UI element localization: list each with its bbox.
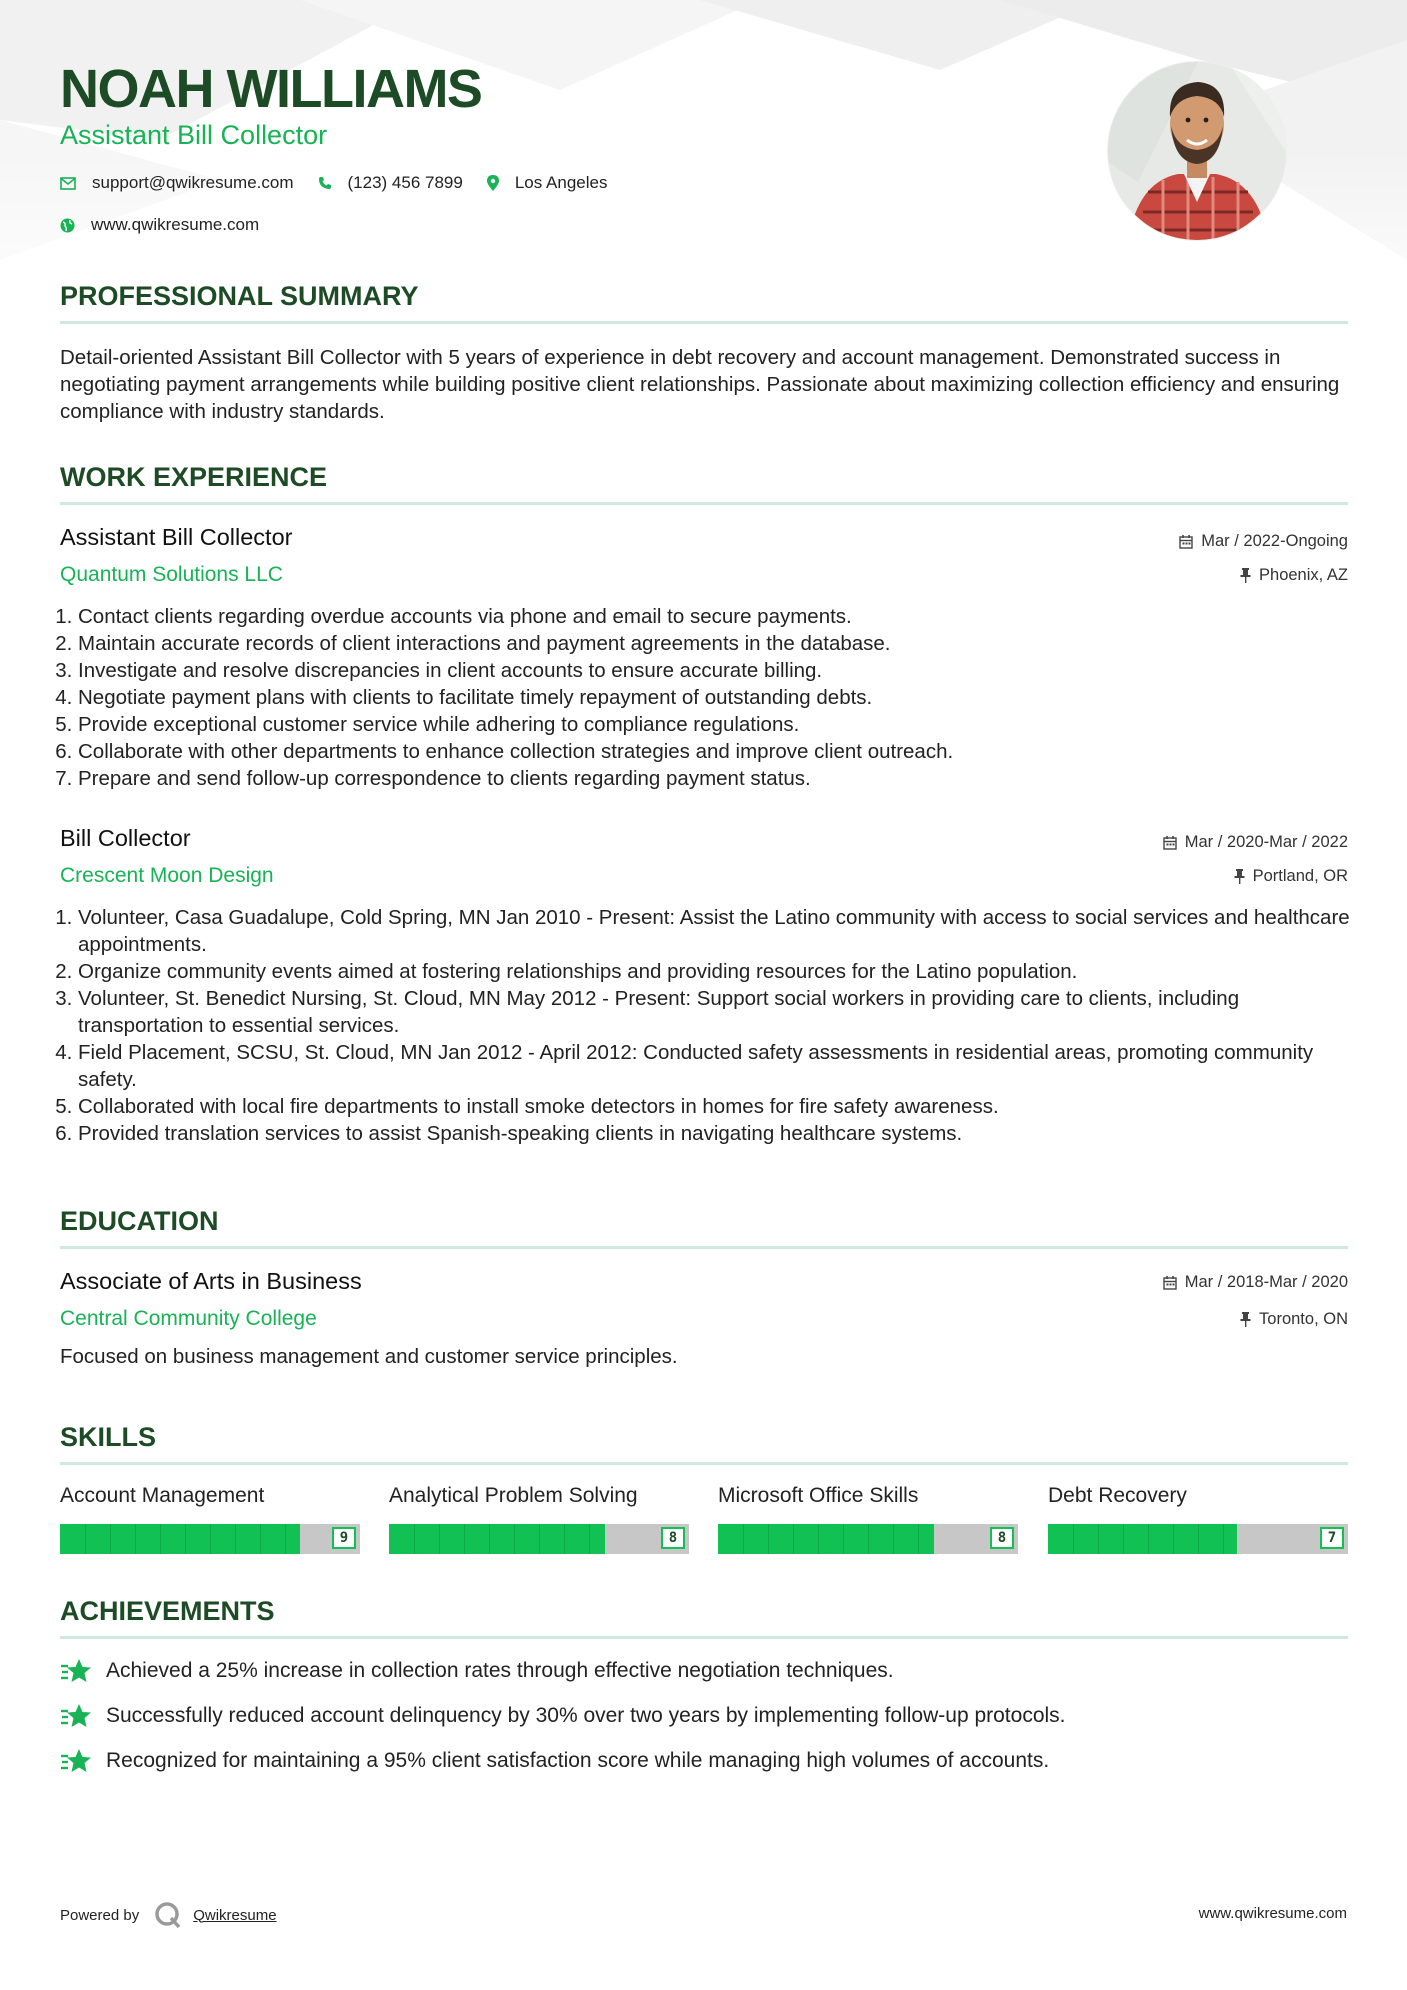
skill-item (60, 1484, 360, 1554)
calendar-icon (1163, 1275, 1177, 1290)
achievements-heading: ACHIEVEMENTS (60, 1596, 275, 1626)
skill-bar-segment (743, 1524, 744, 1554)
pushpin-icon (1240, 568, 1251, 583)
bullet-item: 5. Provide exceptional customer service while adhering to compliance regulations. (78, 711, 1366, 738)
skill-bar-segment (1173, 1524, 1174, 1554)
skill-bar (1048, 1524, 1348, 1554)
skill-bar-segment (539, 1524, 540, 1554)
map-pin-icon (487, 175, 499, 191)
bullet-item: 1. Contact clients regarding overdue accounts via phone and email to secure payments. (78, 603, 1366, 630)
summary-heading: PROFESSIONAL SUMMARY (60, 281, 419, 311)
skill-bar-segment (210, 1524, 211, 1554)
bullet-item: 7. Prepare and send follow-up correspondence to clients regarding payment status. (78, 765, 1366, 792)
website-item[interactable] (60, 215, 259, 235)
experience-heading: WORK EXPERIENCE (60, 462, 328, 492)
bullet-item: 2. Maintain accurate records of client interactions and payment agreements in the database. (78, 630, 1366, 657)
skill-bar-fill (60, 1524, 300, 1554)
skill-bar-segment (135, 1524, 136, 1554)
skill-bar-segment (414, 1524, 415, 1554)
achievements-divider (60, 1636, 1348, 1639)
skill-item (389, 1484, 689, 1554)
skill-name: Microsoft Office Skills (718, 1484, 919, 1507)
profile-person-illustration (1108, 62, 1286, 240)
job-2-location (1234, 867, 1348, 886)
skills-divider (60, 1462, 1348, 1465)
job-2-dates (1163, 833, 1348, 852)
skill-bar-segment (185, 1524, 186, 1554)
achievement-item (60, 1703, 1066, 1729)
bullet-item: 6. Provided translation services to assist Spanish-speaking clients in navigating healthcare systems. (78, 1120, 1366, 1147)
education-dates-text: Mar / 2018-Mar / 2020 (1184, 1273, 1348, 1291)
skill-bar-segment (1198, 1524, 1199, 1554)
skill-bar-segment (235, 1524, 236, 1554)
experience-divider (60, 502, 1348, 505)
star-badge-icon (60, 1658, 92, 1684)
skill-bar-segment (464, 1524, 465, 1554)
summary-text: Detail-oriented Assistant Bill Collector with 5 years of experience in debt recovery and account management. Demonstrated success in negotiating payment arrangements while building positive client relationships. Passionate about maximizing collection efficiency and ensuring compliance with industry standards. (60, 346, 1340, 423)
bullet-item: 4. Field Placement, SCSU, St. Cloud, MN Jan 2012 - April 2012: Conducted safety assessments in residential areas, promoting community safety. (78, 1039, 1366, 1093)
skill-item (718, 1484, 1018, 1554)
job-1-dates-text: Mar / 2022-Ongoing (1201, 532, 1348, 550)
qwikresume-link[interactable]: Qwikresume (193, 1906, 277, 1924)
achievement-item (60, 1748, 1049, 1774)
job-1-title: Assistant Bill Collector (60, 524, 293, 550)
achievement-item (60, 1658, 894, 1684)
powered-by-label: Powered by (60, 1906, 140, 1924)
skill-bar-segment (1148, 1524, 1149, 1554)
skill-bar-fill (718, 1524, 934, 1554)
bullet-item: 2. Organize community events aimed at fostering relationships and providing resources for the Latino population. (78, 958, 1366, 985)
star-badge-icon (60, 1748, 92, 1774)
skill-level-badge: 9 (332, 1527, 356, 1549)
skill-bar-segment (1123, 1524, 1124, 1554)
education-divider (60, 1246, 1348, 1249)
skill-bar (389, 1524, 689, 1554)
education-school: Central Community College (60, 1307, 317, 1330)
location-text: Los Angeles (514, 173, 608, 192)
pushpin-icon (1240, 1312, 1251, 1327)
skill-bar-segment (843, 1524, 844, 1554)
contact-row-primary (60, 173, 631, 193)
email-item[interactable] (60, 173, 294, 193)
qwikresume-logo-icon (153, 1900, 183, 1930)
calendar-icon (1163, 835, 1177, 850)
skill-level-badge: 8 (990, 1527, 1014, 1549)
skill-bar-fill (1048, 1524, 1237, 1554)
job-1-bullets (60, 603, 1366, 792)
skill-bar-segment (85, 1524, 86, 1554)
skill-bar-segment (260, 1524, 261, 1554)
skill-level-badge: 8 (661, 1527, 685, 1549)
footer-website[interactable]: www.qwikresume.com (1198, 1905, 1347, 1922)
candidate-role: Assistant Bill Collector (60, 120, 328, 150)
bullet-item: 4. Negotiate payment plans with clients to facilitate timely repayment of outstanding debts. (78, 684, 1366, 711)
education-heading: EDUCATION (60, 1206, 219, 1236)
contact-row-secondary (60, 215, 283, 235)
skill-bar-fill (389, 1524, 605, 1554)
skill-bar-segment (439, 1524, 440, 1554)
location-item (487, 173, 608, 193)
footer-powered-by (60, 1900, 277, 1930)
skill-bar-segment (818, 1524, 819, 1554)
pushpin-icon (1234, 869, 1245, 884)
job-1-location (1240, 566, 1348, 585)
candidate-name: NOAH WILLIAMS (60, 59, 482, 119)
star-badge-icon (60, 1703, 92, 1729)
achievement-text: Successfully reduced account delinquency by 30% over two years by implementing follow-up protocols. (106, 1704, 1066, 1727)
skills-heading: SKILLS (60, 1422, 157, 1452)
achievement-text: Achieved a 25% increase in collection rates through effective negotiation techniques. (106, 1659, 894, 1682)
phone-item[interactable] (318, 173, 463, 193)
job-2-title: Bill Collector (60, 825, 191, 851)
phone-icon (318, 176, 332, 190)
skill-bar (60, 1524, 360, 1554)
education-description: Focused on business management and customer service principles. (60, 1345, 678, 1368)
skill-bar-segment (1223, 1524, 1224, 1554)
skill-item (1048, 1484, 1348, 1554)
summary-divider (60, 321, 1348, 324)
email-text: support@qwikresume.com (92, 173, 294, 192)
profile-photo (1108, 62, 1286, 240)
job-2-dates-text: Mar / 2020-Mar / 2022 (1184, 833, 1348, 851)
bullet-item: 3. Volunteer, St. Benedict Nursing, St. Cloud, MN May 2012 - Present: Support social workers in providing care to clients, including transportation to essential services. (78, 985, 1366, 1039)
skill-bar-segment (489, 1524, 490, 1554)
job-2-location-text: Portland, OR (1252, 867, 1348, 885)
skill-name: Debt Recovery (1048, 1484, 1187, 1507)
skill-bar (718, 1524, 1018, 1554)
education-dates (1163, 1273, 1348, 1292)
skill-bar-segment (868, 1524, 869, 1554)
bullet-item: 1. Volunteer, Casa Guadalupe, Cold Spring, MN Jan 2010 - Present: Assist the Latino community with access to social services and healthcare appointments. (78, 904, 1366, 958)
job-1-location-text: Phoenix, AZ (1259, 566, 1348, 584)
education-location (1240, 1310, 1348, 1329)
envelope-icon (60, 177, 76, 190)
job-2-company: Crescent Moon Design (60, 864, 274, 887)
bullet-item: 3. Investigate and resolve discrepancies in client accounts to ensure accurate billing. (78, 657, 1366, 684)
job-2-bullets (60, 904, 1366, 1147)
skill-bar-segment (564, 1524, 565, 1554)
skill-bar-segment (918, 1524, 919, 1554)
skill-name: Account Management (60, 1484, 265, 1507)
skill-bar-segment (285, 1524, 286, 1554)
job-1-dates (1179, 532, 1348, 551)
skill-bar-segment (893, 1524, 894, 1554)
skill-bar-segment (1098, 1524, 1099, 1554)
phone-text: (123) 456 7899 (347, 173, 463, 192)
bullet-item: 6. Collaborate with other departments to enhance collection strategies and improve client outreach. (78, 738, 1366, 765)
skill-level-badge: 7 (1320, 1527, 1344, 1549)
skill-bar-segment (768, 1524, 769, 1554)
skill-name: Analytical Problem Solving (389, 1484, 638, 1507)
achievement-text: Recognized for maintaining a 95% client satisfaction score while managing high volumes of accounts. (106, 1749, 1050, 1772)
skill-bar-segment (110, 1524, 111, 1554)
skill-bar-segment (793, 1524, 794, 1554)
job-1-company: Quantum Solutions LLC (60, 563, 283, 586)
skill-bar-segment (1073, 1524, 1074, 1554)
education-degree: Associate of Arts in Business (60, 1268, 362, 1294)
website-text: www.qwikresume.com (91, 215, 260, 234)
skill-bar-segment (589, 1524, 590, 1554)
skill-bar-segment (514, 1524, 515, 1554)
globe-icon (60, 218, 75, 233)
bullet-item: 5. Collaborated with local fire departments to install smoke detectors in homes for fire safety awareness. (78, 1093, 1366, 1120)
skill-bar-segment (160, 1524, 161, 1554)
calendar-icon (1179, 534, 1193, 549)
education-location-text: Toronto, ON (1259, 1310, 1348, 1328)
